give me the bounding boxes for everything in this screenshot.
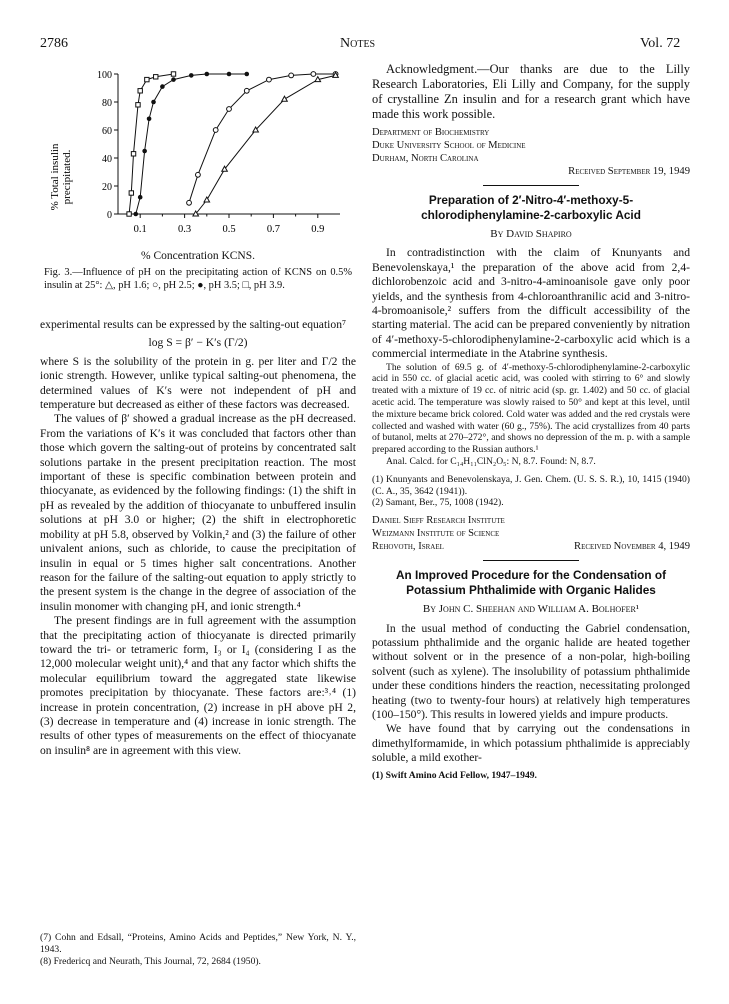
series-line: [196, 75, 336, 214]
y-axis-label-line2: precipitated.: [61, 149, 73, 205]
data-point-filled-circle: [151, 100, 156, 105]
data-point-open-circle: [267, 77, 272, 82]
x-tick-label: 0.9: [311, 224, 325, 235]
x-tick-label: 0.5: [222, 224, 236, 235]
divider: [483, 185, 579, 186]
article-title: Preparation of 2′-Nitro-4′-methoxy-5-chlorodiphenylamine-2-carboxylic Acid: [421, 193, 641, 222]
footnote: (1) Knunyants and Benevolenskaya, J. Gen. Chem. (U. S. S. R.), 10, 1415 (1940) (C. A., 35, 3642 (1941)).: [372, 473, 690, 497]
paragraph: The values of β′ showed a gradual increase as the pH decreased. From the variations of K′s it was concluded that factors other than those which govern the salting-out of proteins by concentrated salt solutions partake in the present precipitation reaction. The most important of these is specific combination between protein and thiocyanate, as evidenced by the following findings: (1) the shift in pH as revealed by the addition of thiocyanate to unbuffered insulin solutions at pH 3.0 or higher; (2) the shift in electrophoretic mobility at pH 5.8, observed by Volkin,² and (3) the failure of other univalent anions, such as chloride, to cause the precipitation of insulin in equal or 5 times higher salt concentrations. Another reason for the failure of the salting-out equation to apply strictly to the present system is the change in the degree of association of the insulin monomer with changing pH, and ionic strength.⁴: [40, 412, 356, 613]
y-axis-label-line1: % Total insulin: [49, 143, 61, 211]
y-tick-label: 100: [97, 70, 112, 81]
data-point-filled-circle: [142, 149, 147, 154]
figure: [40, 62, 356, 312]
series-line: [129, 74, 173, 214]
data-point-filled-circle: [160, 84, 165, 89]
footnote: (8) Fredericq and Neurath, This Journal, 72, 2684 (1950).: [40, 955, 261, 967]
data-point-filled-circle: [189, 73, 194, 78]
data-point-square: [154, 75, 158, 79]
address-line: Durham, North Carolina: [372, 153, 479, 164]
analysis: Anal. Calcd. for C₁₄H₁₁ClN₂O₅: N, 8.7. Found: N, 8.7.: [386, 456, 596, 468]
data-point-open-circle: [227, 107, 232, 112]
data-point-square: [171, 72, 175, 76]
paragraph: experimental results can be expressed by the salting-out equation⁷: [40, 318, 347, 331]
divider: [483, 560, 579, 561]
right-column: [372, 62, 690, 781]
series-line: [136, 74, 247, 214]
data-point-filled-circle: [227, 72, 232, 77]
figure-caption: Fig. 3.—Influence of pH on the precipitating action of KCNS on 0.5% insulin at 25°: △, pH 1.6; ○, pH 2.5; ●, pH 3.5; □, pH 3.9.: [44, 267, 352, 291]
x-tick-label: 0.7: [266, 224, 280, 235]
data-point-open-circle: [213, 128, 218, 133]
data-point-filled-circle: [133, 212, 138, 217]
data-point-triangle: [204, 197, 210, 202]
address-line: Duke University School of Medicine: [372, 140, 526, 151]
data-point-square: [138, 89, 142, 93]
footnote: (7) Cohn and Edsall, “Proteins, Amino Acids and Peptides,” New York, N. Y., 1943.: [40, 932, 356, 955]
x-axis-label: % Concentration KCNS.: [140, 250, 256, 262]
data-point-square: [131, 152, 135, 156]
received-date: Received September 19, 1949: [568, 166, 690, 177]
address-line: Department of Biochemistry: [372, 127, 490, 138]
data-point-filled-circle: [205, 72, 210, 77]
y-tick-label: 80: [102, 98, 112, 109]
footnote: (2) Samant, Ber., 75, 1008 (1942).: [372, 497, 504, 509]
data-point-triangle: [315, 77, 321, 82]
left-column: [40, 318, 356, 758]
y-tick-label: 60: [102, 126, 112, 137]
address-line: Weizmann Institute of Science: [372, 528, 500, 540]
data-point-square: [145, 77, 149, 81]
received-date: Received November 4, 1949: [574, 541, 690, 553]
data-point-filled-circle: [244, 72, 249, 77]
data-point-open-circle: [244, 88, 249, 93]
data-point-square: [129, 191, 133, 195]
paragraph: We have found that by carrying out the condensations in dimethylformamide, in which potassium phthalimide is appreciably soluble, a mild exother-: [372, 722, 690, 765]
y-tick-label: 20: [102, 182, 112, 193]
footnote: (1) Swift Amino Acid Fellow, 1947–1949.: [372, 769, 537, 781]
byline: By John C. Sheehan and William A. Bolhofer¹: [422, 603, 640, 616]
paragraph: In the usual method of conducting the Gabriel condensation, potassium phthalimide and the organic halide are heated together without solvent or in the presence of a non-polar, high-boiling solvent (such as xylene). The insolubility of potassium phthalimide under these conditions hinders the reaction, necessitating prolonged heating (two to twenty-four hours) at relatively high temperatures (100–150°). This results in lowered yields and impure products.: [372, 621, 690, 722]
data-point-triangle: [282, 96, 288, 101]
chart: [40, 62, 356, 267]
data-point-open-circle: [196, 172, 201, 177]
article-title: An Improved Procedure for the Condensation of Potassium Phthalimide with Organic Halides: [395, 568, 667, 598]
data-point-square: [136, 103, 140, 107]
data-point-open-circle: [289, 73, 294, 78]
running-header: Notes: [340, 36, 376, 51]
volume-label: Vol. 72: [640, 36, 681, 51]
series-line: [189, 74, 336, 203]
left-footnotes: [40, 932, 356, 967]
paragraph: In contradistinction with the claim of Knunyants and Benevolenskaya,¹ the preparation of the above acid from 2,4-dichlorobenzoic acid and 3-nitro-4-aminoanisole gave only poor yields, and the synthesis from 4-chloroanthranilic acid and 3-nitro-4-bromoanisole,² suffers from the difficult accessibility of the starting material. The acid can be prepared conveniently by nitration of 4′-methoxy-5-chlorodiphenylamine-2-carboxylic acid which is a commercial intermediate in the Atabrine synthesis.: [372, 246, 690, 361]
y-tick-label: 40: [102, 154, 112, 165]
address-received-row: [372, 540, 690, 553]
address-line: Daniel Sieff Research Institute: [372, 515, 505, 527]
paragraph: The present findings are in full agreement with the assumption that the precipitating action of thiocyanate is directed primarily toward the tri- or tetrameric form, I₃ or I₄ (considering I as the 12,000 molecular weight unit),⁴ and that any factor which shifts the molecular equilibrium toward the aggregated state likewise promotes precipitation by thiocyanate. These factors are:³˒⁴ (1) increase in protein concentration, (2) increase in pH above pH 2, (3) decrease in temperature and (4) increase in ionic strength. The results of other types of measurements on the effect of thiocyanate on insulin⁸ are in agreement with this view.: [40, 614, 356, 757]
page-number: 2786: [40, 36, 68, 51]
y-tick-label: 0: [107, 210, 112, 221]
experimental-paragraph: The solution of 69.5 g. of 4′-methoxy-5-chlorodiphenylamine-2-carboxylic acid in 550 cc. of glacial acetic acid, was cooled with stirring to 6° and slowly treated with a mixture of 19 cc. of nitric acid (sp. gr. 1.402) and 50 cc. of glacial acetic acid. The temperature was slowly raised to 50° and kept at this level, until the mixture became brick colored. Cold water was added and the red crystals were collected and washed with water (60 g., 75%). The acid crystallizes from 40 parts of butanol, melts at 270–272°, and shows no depression of the m. p. with a sample prepared according to the Russian authors.¹: [372, 361, 690, 456]
address-line: Rehovoth, Israel: [372, 541, 444, 553]
data-point-open-circle: [187, 200, 192, 205]
x-tick-label: 0.3: [178, 224, 192, 235]
data-point-open-circle: [311, 72, 316, 77]
data-point-filled-circle: [171, 77, 176, 82]
data-point-square: [127, 212, 131, 216]
byline: By David Shapiro: [490, 228, 572, 240]
data-point-filled-circle: [138, 195, 143, 200]
paragraph: where S is the solubility of the protein in g. per liter and Γ/2 the ionic strength. However, unlike typical salting-out phenomena, the determined values of K′s were not independent of pH and temperature but decreased as either of these factors was decreased.: [40, 354, 356, 412]
equation: log S = β′ − K′s (Γ/2): [148, 336, 248, 350]
data-point-filled-circle: [147, 117, 152, 122]
x-tick-label: 0.1: [133, 224, 147, 235]
acknowledgment: Acknowledgment.—Our thanks are due to the Lilly Research Laboratories, Eli Lilly and Company, for the supply of crystalline Zn insulin and for a research grant which have made this work possible.: [372, 62, 690, 121]
